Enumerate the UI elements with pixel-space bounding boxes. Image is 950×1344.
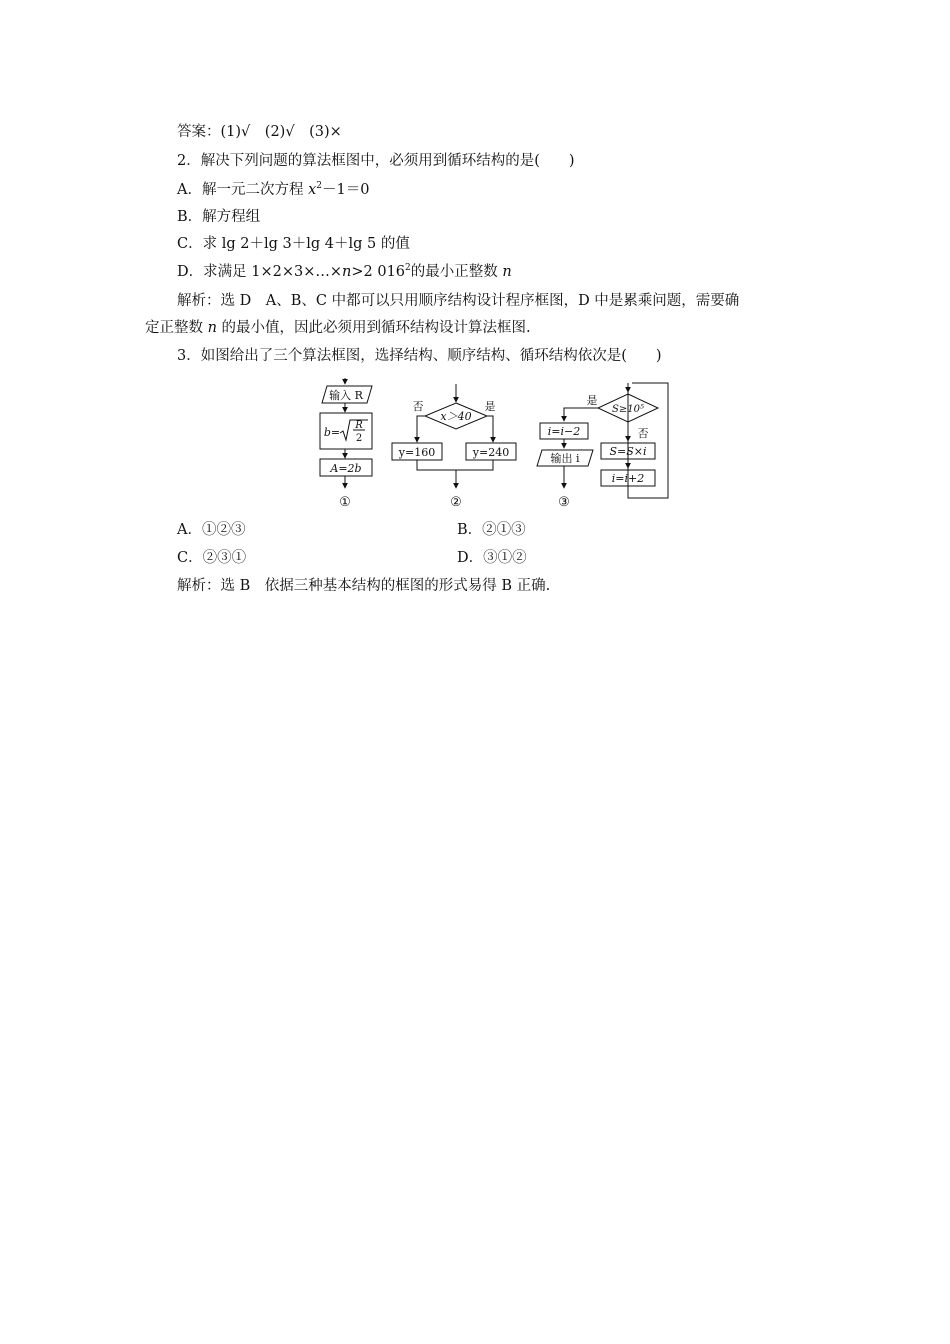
answer-line: [177, 122, 342, 142]
q2-stem: 2．解决下列问题的算法框图中，必须用到循环结构的是( ): [177, 153, 575, 169]
fig2-right-box: y=240: [472, 446, 510, 459]
fig3-left-assign: i=i−2: [547, 425, 581, 438]
fig3-no-label: 否: [637, 427, 649, 440]
analysis-text-tail: 的最小值，因此必须用到循环结构设计算法框图.: [216, 320, 531, 336]
option-label: B．: [457, 522, 483, 538]
fig3-output: 输出 i: [550, 452, 580, 465]
fig2-no-label: 否: [412, 400, 424, 413]
option-label: D．: [177, 264, 204, 280]
q2-analysis-line1: 解析：选 D A、B、C 中都可以只用顺序结构设计程序框图，D 中是累乘问题，需要确: [177, 293, 740, 309]
fig2-label: ②: [450, 495, 462, 510]
q3-option-b: [457, 520, 526, 540]
option-var: n: [342, 264, 352, 280]
fig2-cond: x＞40: [440, 410, 472, 423]
option-text: ②③①: [202, 550, 247, 566]
option-text: 求满足 1×2×3×…×: [203, 264, 343, 280]
q3-option-a: [177, 520, 245, 540]
answer-prefix: 答案：: [177, 124, 221, 140]
flowchart-figures: [300, 378, 680, 518]
q3-option-c: [177, 548, 246, 568]
fig1-frac-num: R: [355, 420, 363, 431]
option-text-tail: >2 016: [351, 264, 406, 280]
fig1-frac-den: 2: [355, 433, 363, 444]
option-label: D．: [457, 550, 484, 566]
option-label: B．: [177, 209, 203, 225]
option-text: ②①③: [482, 522, 526, 538]
q2-option-b: [177, 207, 260, 227]
option-text: 解方程组: [202, 209, 261, 225]
option-var: x: [308, 182, 317, 198]
option-text-tail: －1＝0: [322, 182, 370, 198]
fig1-assign: A=2b: [330, 462, 362, 475]
fig1-label: ①: [339, 495, 351, 510]
fig2-left-box: y=160: [398, 446, 436, 459]
analysis-text: 定正整数: [145, 320, 208, 336]
q2-option-c: [177, 234, 410, 254]
answer-item-1: (1)√: [220, 124, 251, 140]
answer-item-2: (2)√: [264, 124, 295, 140]
option-text: ③①②: [483, 550, 527, 566]
option-sup: 2: [405, 263, 411, 273]
option-text-tail2: 的最小正整数: [410, 264, 503, 280]
fig1-input-text: 输入 R: [329, 389, 363, 402]
option-text: ①②③: [201, 522, 246, 538]
q3-option-d: [457, 548, 527, 568]
fig3-right-assign1: S=S×i: [609, 445, 647, 458]
option-var-n: n: [502, 264, 512, 280]
figure-3: [537, 383, 668, 498]
q2-analysis-line2: [145, 318, 531, 338]
q3-stem: 3．如图给出了三个算法框图，选择结构、顺序结构、循环结构依次是( ): [177, 348, 662, 364]
option-label: A．: [177, 522, 202, 538]
fig3-yes-label: 是: [586, 394, 598, 407]
fig1-sqrt-lhs: b=: [323, 426, 341, 439]
option-label: C．: [177, 236, 203, 252]
fig3-label: ③: [558, 495, 570, 510]
option-text: 求 lg 2＋lg 3＋lg 4＋lg 5 的值: [202, 236, 410, 252]
fig3-cond: S≥10⁵: [612, 404, 644, 415]
fig2-yes-label: 是: [484, 400, 496, 413]
q2-option-d: [177, 262, 512, 282]
option-label: A．: [177, 182, 202, 198]
option-sup: 2: [316, 181, 323, 191]
q2-option-a: [177, 180, 369, 200]
q3-analysis: 解析：选 B 依据三种基本结构的框图的形式易得 B 正确.: [177, 578, 551, 594]
option-text: 解一元二次方程: [201, 182, 309, 198]
option-label: C．: [177, 550, 203, 566]
figure-2: [392, 384, 516, 488]
answer-item-3: (3)×: [309, 124, 342, 140]
analysis-var: n: [207, 320, 217, 336]
fig3-right-assign2: i=i+2: [611, 472, 645, 485]
